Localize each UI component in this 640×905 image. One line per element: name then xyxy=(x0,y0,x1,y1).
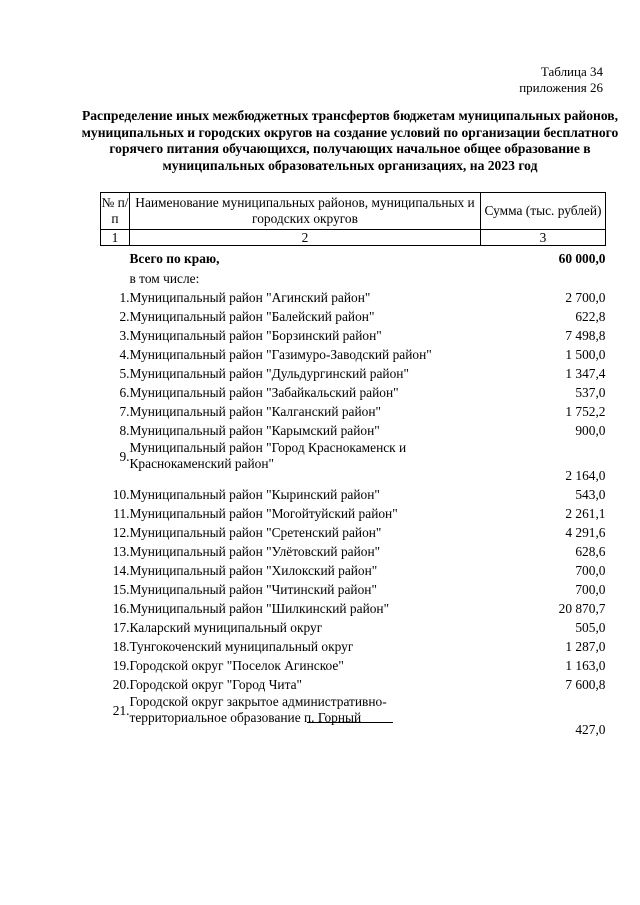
row-value: 1 500,0 xyxy=(565,346,606,362)
total-value: 60 000,0 xyxy=(558,250,606,266)
row-number: 18. xyxy=(112,638,130,654)
row-name: Муниципальный район "Кыринский район" xyxy=(129,486,380,502)
table-row xyxy=(101,580,606,599)
row-number: 7. xyxy=(119,403,130,419)
row-name: Муниципальный район "Борзинский район" xyxy=(129,327,382,343)
row-value: 2 164,0 xyxy=(565,468,606,483)
row-value: 900,0 xyxy=(575,422,606,438)
table-reference xyxy=(519,64,603,96)
row-name: Муниципальный район "Могойтуйский район" xyxy=(129,505,398,521)
total-label: Всего по краю, xyxy=(129,250,220,266)
table-row xyxy=(101,637,606,656)
column-number: 3 xyxy=(481,230,606,246)
row-name: Муниципальный район "Сретенский район" xyxy=(129,524,382,540)
row-name: Муниципальный район "Карымский район" xyxy=(129,422,380,438)
row-name: Муниципальный район "Шилкинский район" xyxy=(129,600,390,616)
row-name: Муниципальный район "Калганский район" xyxy=(129,403,381,419)
row-number: 2. xyxy=(119,308,130,324)
table-row xyxy=(101,383,606,402)
row-value: 537,0 xyxy=(575,384,606,400)
appendix-number: приложения 26 xyxy=(519,80,603,95)
row-number: 3. xyxy=(119,327,130,343)
row-value: 1 752,2 xyxy=(565,403,606,419)
row-name: Городской округ "Город Чита" xyxy=(129,676,302,692)
row-value: 543,0 xyxy=(575,486,606,502)
table-row xyxy=(101,656,606,675)
row-number: 20. xyxy=(112,676,130,692)
table-row xyxy=(101,485,606,504)
table-row xyxy=(101,599,606,618)
table-number: Таблица 34 xyxy=(540,64,603,79)
including-row xyxy=(101,269,606,288)
table-row xyxy=(101,440,606,485)
column-number-row xyxy=(101,230,606,246)
row-value: 1 163,0 xyxy=(565,657,606,673)
row-value: 427,0 xyxy=(575,722,606,737)
total-row xyxy=(101,246,606,270)
row-name: Муниципальный район "Читинский район" xyxy=(129,581,377,597)
table-row xyxy=(101,618,606,637)
document-title: Распределение иных межбюджетных трансфертов бюджетам муниципальных районов, муниципальных и городских округов на создание условий по организации бесплатного горячего питания обучающихся, получающих начальное общее образование в муниципальных образовательных организациях, на 2023 год xyxy=(81,108,619,173)
row-value: 700,0 xyxy=(575,581,606,597)
table-row xyxy=(101,523,606,542)
row-name: Городской округ закрытое административно-территориальное образование п. Горный xyxy=(129,694,387,725)
row-number: 12. xyxy=(112,524,130,540)
table-row xyxy=(101,561,606,580)
table-row xyxy=(101,307,606,326)
table-header-row xyxy=(101,193,606,230)
row-name: Муниципальный район "Газимуро-Заводский район" xyxy=(129,346,432,362)
row-value: 7 600,8 xyxy=(565,676,606,692)
row-name: Муниципальный район "Хилокский район" xyxy=(129,562,378,578)
row-number: 6. xyxy=(119,384,130,400)
row-name: Тунгокоченский муниципальный округ xyxy=(129,638,354,654)
row-number: 17. xyxy=(112,619,130,635)
table-row xyxy=(101,402,606,421)
header-number: № п/п xyxy=(101,193,130,230)
header-name: Наименование муниципальных районов, муниципальных и городских округов xyxy=(130,193,481,230)
row-value: 628,6 xyxy=(575,543,606,559)
row-value: 622,8 xyxy=(575,308,606,324)
row-number: 8. xyxy=(119,422,130,438)
row-number: 10. xyxy=(112,486,130,502)
row-value: 505,0 xyxy=(575,619,606,635)
column-number: 1 xyxy=(101,230,130,246)
table-row xyxy=(101,345,606,364)
row-value: 2 261,1 xyxy=(565,505,606,521)
row-value: 2 700,0 xyxy=(565,289,606,305)
table-row xyxy=(101,364,606,383)
row-number: 16. xyxy=(112,600,130,616)
row-number: 19. xyxy=(112,657,130,673)
row-number: 14. xyxy=(112,562,130,578)
end-rule xyxy=(307,722,393,723)
row-number: 21. xyxy=(112,703,130,718)
header-amount: Сумма (тыс. рублей) xyxy=(481,193,606,230)
row-number: 15. xyxy=(112,581,130,597)
row-name: Муниципальный район "Дульдургинский район" xyxy=(129,365,409,381)
table-row xyxy=(101,288,606,307)
row-value: 20 870,7 xyxy=(558,600,606,616)
row-value: 4 291,6 xyxy=(565,524,606,540)
table-row xyxy=(101,504,606,523)
table-row xyxy=(101,421,606,440)
row-number: 5. xyxy=(119,365,130,381)
including-label: в том числе: xyxy=(129,270,200,286)
row-name: Муниципальный район "Улётовский район" xyxy=(129,543,381,559)
row-value: 700,0 xyxy=(575,562,606,578)
row-value: 1 347,4 xyxy=(565,365,606,381)
row-name: Муниципальный район "Агинский район" xyxy=(129,289,371,305)
row-value: 7 498,8 xyxy=(565,327,606,343)
row-number: 9. xyxy=(119,449,130,464)
row-name: Каларский муниципальный округ xyxy=(129,619,323,635)
column-number: 2 xyxy=(130,230,481,246)
table-row xyxy=(101,675,606,694)
table-row xyxy=(101,326,606,345)
row-number: 1. xyxy=(119,289,130,305)
row-number: 4. xyxy=(119,346,130,362)
distribution-table xyxy=(100,192,606,739)
row-number: 13. xyxy=(112,543,130,559)
row-name: Муниципальный район "Балейский район" xyxy=(129,308,375,324)
table-row xyxy=(101,694,606,739)
row-name: Муниципальный район "Город Краснокаменск и Краснокаменский район" xyxy=(129,440,407,471)
row-name: Муниципальный район "Забайкальский район" xyxy=(129,384,399,400)
row-number: 11. xyxy=(113,505,130,521)
row-value: 1 287,0 xyxy=(565,638,606,654)
row-name: Городской округ "Поселок Агинское" xyxy=(129,657,344,673)
table-row xyxy=(101,542,606,561)
